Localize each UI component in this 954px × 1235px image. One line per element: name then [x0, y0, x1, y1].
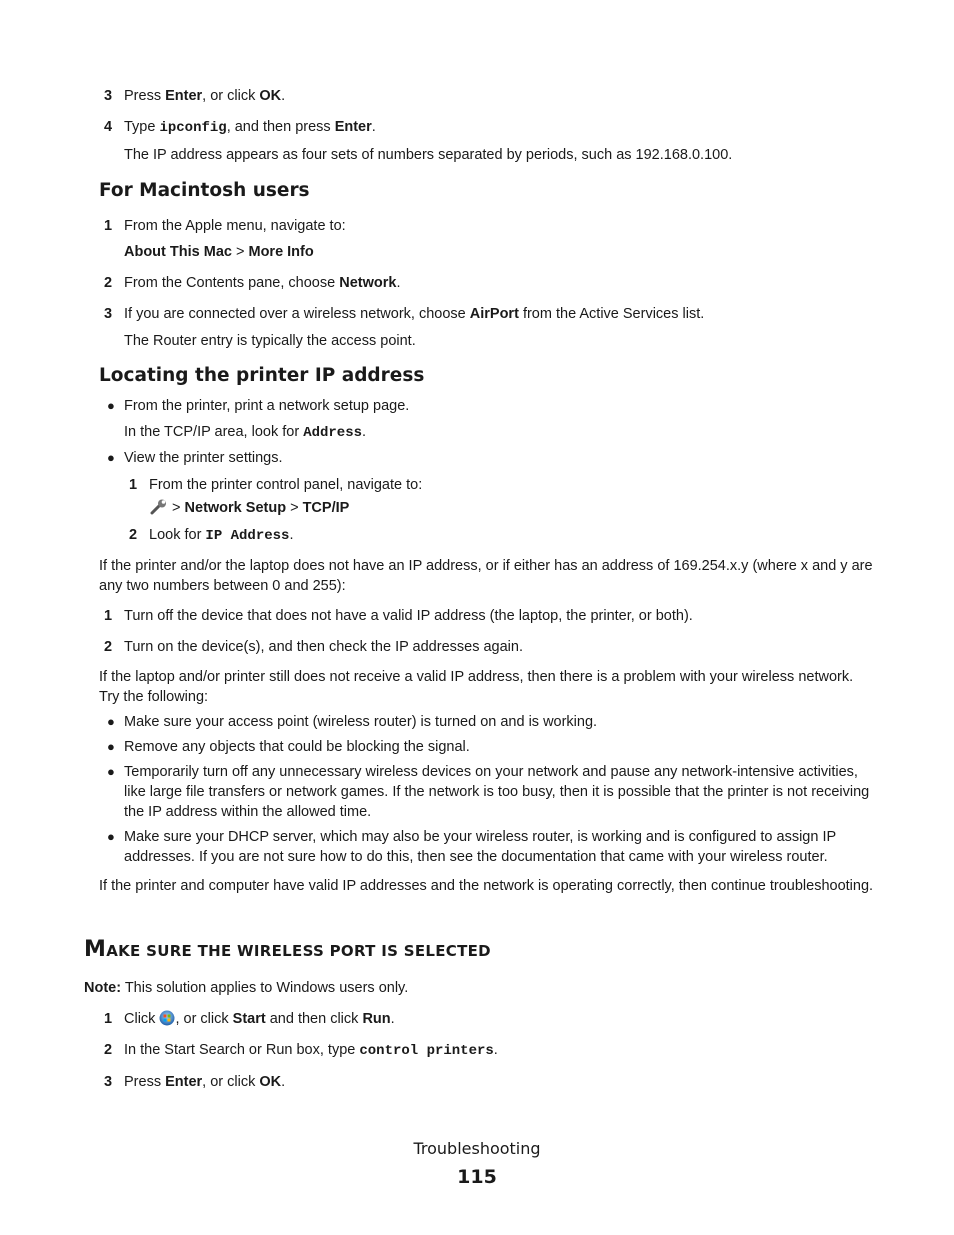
step-text: Type ipconfig, and then press Enter.: [124, 119, 376, 136]
menu-path: > Network Setup > TCP/IP: [149, 498, 349, 518]
step-text: Click , or click Start and then click Run.: [124, 1011, 395, 1027]
step-number: 2: [104, 1042, 113, 1058]
step-number: 1: [104, 218, 113, 234]
footer-title: Troubleshooting: [413, 1139, 541, 1158]
step-number: 3: [104, 88, 113, 104]
bullet-text: Make sure your access point (wireless router) is turned on and is working.: [124, 714, 598, 730]
step-number: 1: [104, 1011, 113, 1027]
bullet-text: Remove any objects that could be blocking the signal.: [124, 739, 470, 755]
step-number: 1: [104, 608, 113, 624]
step-text: In the Start Search or Run box, type control printers.: [124, 1042, 498, 1059]
bullet-text: Make sure your DHCP server, which may also be your wireless router, is working and is configured to assign IP addresses. If you are not sure how to do this, then see the documentation that came with your wireless router.: [124, 829, 836, 865]
paragraph: If the laptop and/or printer still does not receive a valid IP address, then there is a problem with your wireless network. Try the following:: [99, 669, 854, 705]
mac-heading: For Macintosh users: [99, 180, 310, 201]
step-text: Look for IP Address.: [149, 527, 294, 544]
section-heading: MAKE SURE THE WIRELESS PORT IS SELECTED: [84, 937, 491, 962]
step-text: Turn off the device that does not have a valid IP address (the laptop, the printer, or both).: [124, 608, 693, 624]
step-text: Press Enter, or click OK.: [124, 1074, 286, 1090]
locate-heading: Locating the printer IP address: [99, 365, 425, 386]
step-number: 2: [104, 639, 113, 655]
step-number: 4: [104, 119, 113, 135]
step-number: 2: [104, 275, 113, 291]
bullet-dot: ●: [107, 829, 115, 844]
step-note: The Router entry is typically the access point.: [124, 333, 416, 349]
step-text: From the Apple menu, navigate to:: [124, 218, 346, 234]
bullet-text: View the printer settings.: [124, 450, 283, 466]
menu-path: About This Mac > More Info: [124, 244, 314, 260]
paragraph: If the printer and computer have valid IP addresses and the network is operating correctly, then continue troubleshooting.: [99, 878, 874, 894]
windows-start-icon: [159, 1010, 175, 1026]
step-number: 3: [104, 1074, 113, 1090]
ip-note: The IP address appears as four sets of numbers separated by periods, such as 192.168.0.100.: [124, 147, 733, 163]
bullet-dot: ●: [107, 714, 115, 729]
step-text: Press Enter, or click OK.: [124, 88, 286, 104]
page-number: 115: [457, 1166, 497, 1188]
bullet-dot: ●: [107, 739, 115, 754]
step-number: 1: [129, 477, 138, 493]
bullet-dot: ●: [107, 398, 115, 413]
bullet-note: In the TCP/IP area, look for Address.: [124, 424, 367, 441]
step-text: From the printer control panel, navigate to:: [149, 477, 423, 493]
bullet-text: Temporarily turn off any unnecessary wireless devices on your network and pause any network-intensive activities, like large file transfers or network games. If the network is too busy, then it is possible that the printer is not receiving the IP address within the allowed time.: [124, 764, 870, 820]
step-text: Turn on the device(s), and then check the IP addresses again.: [124, 639, 523, 655]
note: Note: This solution applies to Windows users only.: [84, 980, 409, 996]
wrench-icon: [149, 499, 168, 515]
paragraph: If the printer and/or the laptop does not have an IP address, or if either has an address of 169.254.x.y (where x and y are any two numbers between 0 and 255):: [99, 558, 873, 594]
step-text: From the Contents pane, choose Network.: [124, 275, 401, 291]
bullet-text: From the printer, print a network setup page.: [124, 398, 410, 414]
step-text: If you are connected over a wireless network, choose AirPort from the Active Services list.: [124, 306, 705, 322]
bullet-dot: ●: [107, 450, 115, 465]
bullet-dot: ●: [107, 764, 115, 779]
step-number: 2: [129, 527, 138, 543]
step-number: 3: [104, 306, 113, 322]
